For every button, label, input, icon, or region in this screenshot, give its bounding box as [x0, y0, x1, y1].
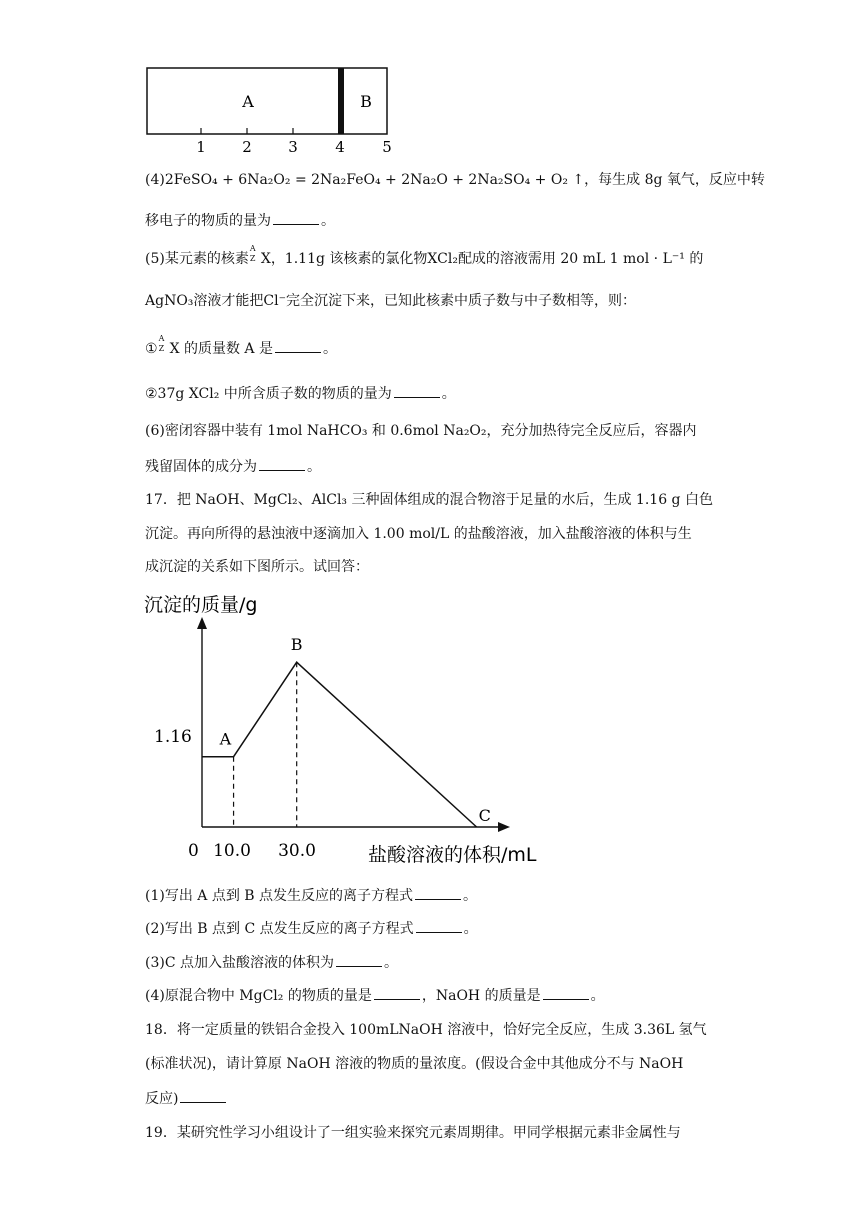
q5-line1b: ，1.11g 该核素的氯化物: [270, 251, 428, 267]
tick-3: 3: [288, 138, 298, 156]
answer-blank[interactable]: [394, 383, 440, 398]
y-axis-label: 沉淀的质量/g: [144, 594, 258, 616]
q17-sub3-text: (3)C 点加入盐酸溶液的体积为: [145, 955, 334, 971]
q19-line1: 19．某研究性学习小组设计了一组实验来探究元素周期律。甲同学根据元素非金属性与: [145, 1125, 681, 1141]
q5-sub1a: ①: [145, 341, 158, 357]
answer-blank[interactable]: [416, 918, 462, 933]
q17-sub4: [145, 985, 605, 1006]
q5-sub1-end: 。: [323, 341, 337, 357]
q5-line2c: 完全沉淀下来，已知此核素中质子数与中子数相等，则：: [286, 293, 637, 309]
q6-line2-text: 残留固体的成分为: [145, 459, 257, 475]
tick-2: 2: [242, 138, 252, 156]
q5-sub2a: ②37g XCl₂ 中所含质子数的物质的量为: [145, 386, 392, 402]
x-tick-label-10: 10.0: [213, 841, 251, 861]
answer-blank[interactable]: [259, 456, 305, 471]
y-tick-label-116: 1.16: [154, 727, 192, 747]
q4-end: 。: [321, 213, 335, 229]
q5-line2b: 溶液才能把: [193, 293, 264, 309]
q18-line1: 18．将一定质量的铁铝合金投入 100mLNaOH 溶液中，恰好完全反应，生成 3.36L 氢气: [145, 1022, 707, 1038]
q6-line2: [145, 456, 321, 477]
tick-4: 4: [335, 138, 345, 156]
q17-sub4b-text: ，NaOH 的质量是: [421, 988, 541, 1004]
x-axis-arrow: [498, 822, 510, 832]
q5-line1a: (5)某元素的核素: [145, 251, 249, 267]
tick-1: 1: [196, 138, 206, 156]
answer-blank[interactable]: [180, 1088, 226, 1103]
point-label-a: A: [219, 729, 232, 749]
x-tick-label-30: 30.0: [278, 841, 316, 861]
q6-end: 。: [307, 459, 321, 475]
q17-line1: 17．把 NaOH、MgCl₂、AlCl₃ 三种固体组成的混合物溶于足量的水后，生成 1.16 g 白色: [145, 492, 713, 508]
q17-sub3-end: 。: [384, 955, 398, 971]
box-diagram: [140, 60, 410, 160]
q4-line1: [145, 170, 765, 190]
answer-blank[interactable]: [415, 885, 461, 900]
q4-line2: [145, 210, 335, 231]
nuclide-symbol: A Z: [249, 244, 256, 263]
q17-sub2: [145, 918, 478, 939]
q4-text1: ，每生成 8g 氧气，反应中转: [584, 172, 765, 188]
precipitate-line: [202, 662, 477, 827]
region-b-label: B: [360, 92, 372, 111]
q17-line2: 沉淀。再向所得的悬浊液中逐滴加入 1.00 mol/L 的盐酸溶液，加入盐酸溶液的体积与生: [145, 526, 692, 542]
region-a-label: A: [242, 92, 254, 111]
q17-line3: 成沉淀的关系如下图所示。试回答：: [145, 559, 369, 575]
answer-blank[interactable]: [273, 210, 319, 225]
q5-sub2: [145, 383, 456, 404]
q17-sub3: [145, 952, 398, 973]
cl-ion: Cl⁻: [263, 293, 287, 309]
y-axis-arrow: [197, 617, 207, 629]
q17-sub4a-text: (4)原混合物中 MgCl₂ 的物质的量是: [145, 988, 372, 1004]
q18-line3-text: 反应): [145, 1091, 179, 1107]
xcl2-formula: XCl₂: [427, 251, 458, 267]
q17-sub4-end: 。: [590, 988, 605, 1004]
precipitate-chart: [140, 585, 570, 870]
q17-sub1-text: (1)写出 A 点到 B 点发生反应的离子方程式: [145, 888, 414, 904]
x-axis-label: 盐酸溶液的体积/mL: [368, 844, 537, 866]
q17-sub1-end: 。: [463, 888, 478, 904]
q5-sub2-end: 。: [441, 386, 456, 402]
q17-sub1: [145, 885, 477, 906]
answer-blank[interactable]: [336, 952, 382, 967]
agno3-formula: AgNO₃: [145, 293, 194, 309]
nuclide-x: X: [260, 251, 271, 267]
nuclide-symbol-2: A Z: [158, 334, 165, 353]
q6-line1: (6)密闭容器中装有 1mol NaHCO₃ 和 0.6mol Na₂O₂，充分加热待完全反应后，容器内: [145, 423, 697, 439]
q18-line2: (标准状况)，请计算原 NaOH 溶液的物质的量浓度。(假设合金中其他成分不与 NaOH: [145, 1056, 684, 1072]
q4-num: (4): [145, 172, 165, 188]
q17-sub2-text: (2)写出 B 点到 C 点发生反应的离子方程式: [145, 921, 414, 937]
origin-label: 0: [188, 841, 199, 861]
answer-blank[interactable]: [543, 985, 589, 1000]
point-label-c: C: [478, 806, 491, 825]
q5-sub1: [145, 334, 337, 359]
q5-line1c: 配成的溶液需用 20 mL 1 mol · L⁻¹ 的: [457, 251, 704, 267]
q5-line2: [145, 291, 636, 311]
q5-line1: [145, 244, 704, 269]
tick-5: 5: [382, 138, 392, 156]
q4-text2: 移电子的物质的量为: [145, 213, 271, 229]
q5-sub1b: X 的质量数 A 是: [169, 341, 273, 357]
answer-blank[interactable]: [374, 985, 420, 1000]
q18-line3: [145, 1088, 228, 1109]
answer-blank[interactable]: [275, 338, 321, 353]
q4-equation: 2FeSO₄ + 6Na₂O₂ = 2Na₂FeO₄ + 2Na₂O + 2Na₂SO₄ + O₂ ↑: [164, 172, 585, 188]
q17-sub2-end: 。: [463, 921, 478, 937]
point-label-b: B: [290, 635, 303, 655]
